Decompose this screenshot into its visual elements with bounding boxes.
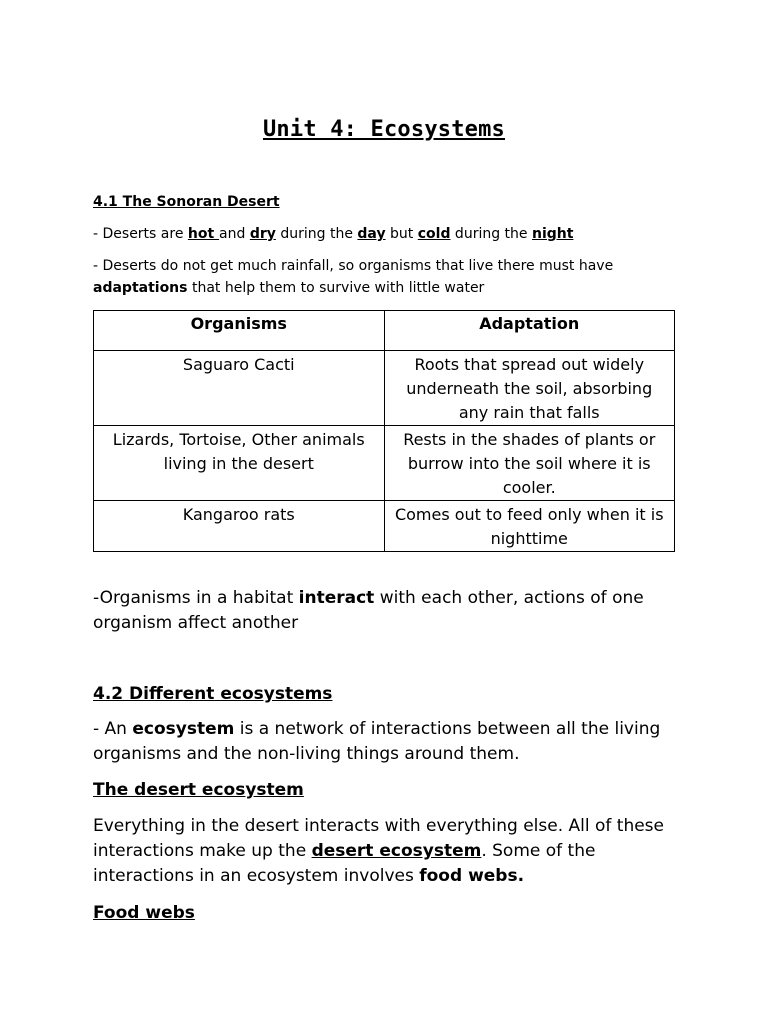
keyword-adaptations: adaptations — [93, 280, 188, 296]
keyword-desert-ecosystem: desert ecosystem — [311, 841, 482, 861]
column-header-adaptation: Adaptation — [384, 311, 675, 351]
table-row — [94, 501, 675, 552]
keyword-interact: interact — [298, 588, 375, 608]
organism-cell: Lizards, Tortoise, Other animals living in the desert — [94, 426, 385, 501]
keyword-food-webs: food webs. — [419, 866, 525, 886]
table-header-row — [94, 311, 675, 351]
table-row — [94, 351, 675, 426]
table-row — [94, 426, 675, 501]
keyword-cold: cold — [417, 226, 451, 242]
keyword-day: day — [357, 226, 386, 242]
desert-ecosystem-heading: The desert ecosystem — [93, 780, 304, 800]
column-header-organisms: Organisms — [94, 311, 385, 351]
desert-climate-line: - Deserts are hot and dry during the day but cold during the night — [93, 226, 574, 242]
organism-cell: Saguaro Cacti — [94, 351, 385, 426]
desert-ecosystem-paragraph: Everything in the desert interacts with everything else. All of these interactions make up the desert ecosystem. Some of the interactions in an ecosystem involves food webs. — [93, 816, 664, 886]
page-title: Unit 4: Ecosystems — [262, 117, 505, 142]
food-webs-heading: Food webs — [93, 903, 195, 923]
keyword-night: night — [531, 226, 574, 242]
organism-cell: Kangaroo rats — [94, 501, 385, 552]
adaptation-cell: Roots that spread out widely underneath the soil, absorbing any rain that falls — [384, 351, 675, 426]
ecosystem-definition: - An ecosystem is a network of interactions between all the living organisms and the non-living things around them. — [93, 719, 661, 764]
interact-paragraph: -Organisms in a habitat interact with each other, actions of one organism affect another — [93, 588, 644, 633]
adaptation-cell: Rests in the shades of plants or burrow into the soil where it is cooler. — [384, 426, 675, 501]
keyword-hot: hot — [187, 226, 220, 242]
section-2-heading: 4.2 Different ecosystems — [93, 684, 333, 704]
section-1-heading: 4.1 The Sonoran Desert — [93, 194, 280, 210]
adaptation-cell: Comes out to feed only when it is nighttime — [384, 501, 675, 552]
keyword-ecosystem: ecosystem — [132, 719, 235, 739]
adaptations-table — [93, 310, 675, 552]
keyword-dry: dry — [249, 226, 276, 242]
rainfall-paragraph: - Deserts do not get much rainfall, so organisms that live there must have adaptations that help them to survive with little water — [93, 258, 614, 296]
